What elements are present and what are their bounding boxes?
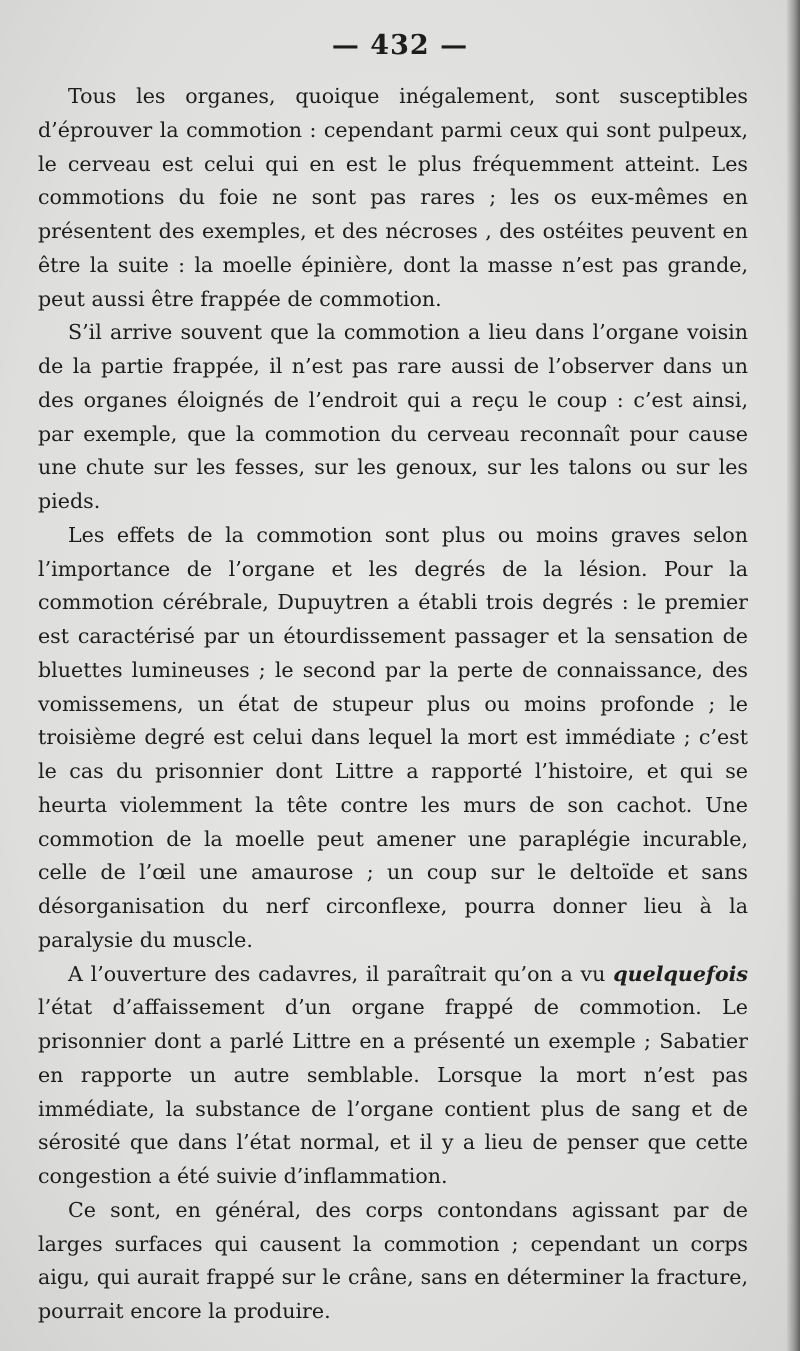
page-edge-shadow — [786, 0, 800, 1351]
paragraph-5: Ce sont, en général, des corps contondans agissant par de larges surfaces qui causent la commotion ; cependant un corps aigu, qui aurait frappé sur le crâne, sans en déterminer la fracture, pourrait encore la produire. — [38, 1197, 748, 1323]
page-number: — 432 — — [331, 30, 469, 61]
emphasis-quelquefois: quelquefois — [613, 961, 748, 986]
paragraph-2: S’il arrive souvent que la commotion a lieu dans l’organe voisin de la partie frappée, il n’est pas rare aussi de l’observer dans un des organes éloignés de l’endroit qui a reçu le coup : c’est ainsi, par exemple, que la commotion du cerveau reconnaît pour cause une chute sur les fesses, sur les genoux, sur les talons ou sur les pieds. — [38, 320, 748, 513]
paragraph-4 — [38, 958, 748, 1194]
body-text — [38, 80, 748, 1329]
paragraph-4-start: A l’ouverture des cadavres, il paraîtrait qu’on a vu — [68, 961, 614, 986]
paragraph-1: Tous les organes, quoique inégalement, sont susceptibles d’éprouver la commotion : cependant parmi ceux qui sont pulpeux, le cerveau est celui qui en est le plus fréquemment atteint. Les commotions du foie ne sont pas rares ; les os eux-mêmes en présentent des exemples, et des nécroses , des ostéites peuvent en être la suite : la moelle épinière, dont la masse n’est pas grande, peut aussi être frappée de commotion. — [38, 84, 748, 311]
paragraph-3: Les effets de la commotion sont plus ou moins graves selon l’importance de l’organe et les degrés de la lésion. Pour la commotion cérébrale, Dupuytren a établi trois degrés : le premier est caractérisé par un étourdissement passager et la sensation de bluettes lumineuses ; le second par la perte de connaissance, des vomissemens, un état de stupeur plus ou moins profonde ; le troisième degré est celui dans lequel la mort est immédiate ; c’est le cas du prisonnier dont Littre a rapporté l’histoire, et qui se heurta violemment la tête contre les murs de son cachot. Une commotion de la moelle peut amener une paraplégie incurable, celle de l’œil une amaurose ; un coup sur le deltoïde et sans désorganisation du nerf circonflexe, pourra donner lieu à la paralysie du muscle. — [38, 522, 748, 952]
paragraph-4-end: l’état d’affaissement d’un organe frappé de commotion. Le prisonnier dont a parlé Littre en a présenté un exemple ; Sabatier en rapporte un autre semblable. Lorsque la mort n’est pas immédiate, la substance de l’organe contient plus de sang et de sérosité que dans l’état normal, et il y a lieu de penser que cette congestion a été suivie d’inflammation. — [38, 995, 748, 1188]
